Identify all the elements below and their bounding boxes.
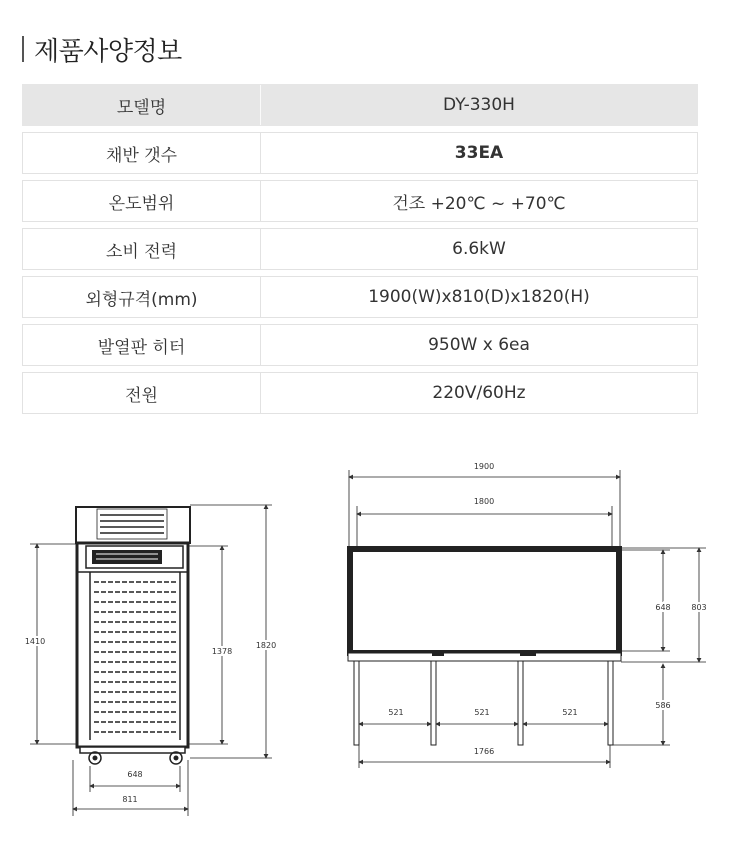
spec-row-temperature	[22, 180, 698, 222]
dim-inner-width: 648	[127, 770, 143, 779]
dim-top-width: 1900	[473, 462, 495, 471]
spec-value: 건조 +20℃ ~ +70℃	[392, 193, 566, 214]
spec-value: 6.6kW	[452, 239, 506, 259]
front-view	[30, 505, 272, 816]
spec-value: 1900(W)x810(D)x1820(H)	[368, 287, 590, 307]
spec-row-trays	[22, 132, 698, 174]
spec-value: 220V/60Hz	[432, 383, 526, 403]
section-title: 제품사양정보	[34, 36, 182, 67]
spec-row-power	[22, 228, 698, 270]
dim-leg-span-3: 521	[562, 708, 578, 717]
spec-label: 외형규격(mm)	[23, 277, 261, 317]
dim-inner-height: 1378	[211, 647, 233, 656]
spec-label: 모델명	[23, 85, 261, 125]
technical-drawing	[0, 440, 730, 848]
spec-table	[22, 84, 698, 420]
spec-value: 950W x 6ea	[428, 335, 530, 355]
dim-outer-height: 1410	[24, 637, 46, 646]
spec-value: 33EA	[454, 143, 504, 163]
dim-base-width: 1766	[473, 747, 495, 756]
spec-label: 온도범위	[23, 181, 261, 221]
dim-body-height-total: 803	[691, 603, 707, 612]
spec-label: 채반 갯수	[23, 133, 261, 173]
spec-row-dimensions	[22, 276, 698, 318]
spec-row-model	[22, 84, 698, 126]
dim-leg-height: 586	[655, 701, 671, 710]
dim-body-height: 648	[655, 603, 671, 612]
spec-label: 발열판 히터	[23, 325, 261, 365]
spec-label: 소비 전력	[23, 229, 261, 269]
dim-outer-width: 811	[122, 795, 138, 804]
title-accent-bar	[22, 36, 24, 62]
section-header	[22, 32, 182, 66]
spec-row-electric	[22, 372, 698, 414]
spec-value: DY-330H	[443, 95, 515, 115]
dim-total-height: 1820	[255, 641, 277, 650]
dim-leg-span-2: 521	[474, 708, 490, 717]
side-view	[348, 470, 706, 768]
dim-inner-width-side: 1800	[473, 497, 495, 506]
dim-leg-span-1: 521	[388, 708, 404, 717]
spec-label: 전원	[23, 373, 261, 413]
spec-row-heater	[22, 324, 698, 366]
